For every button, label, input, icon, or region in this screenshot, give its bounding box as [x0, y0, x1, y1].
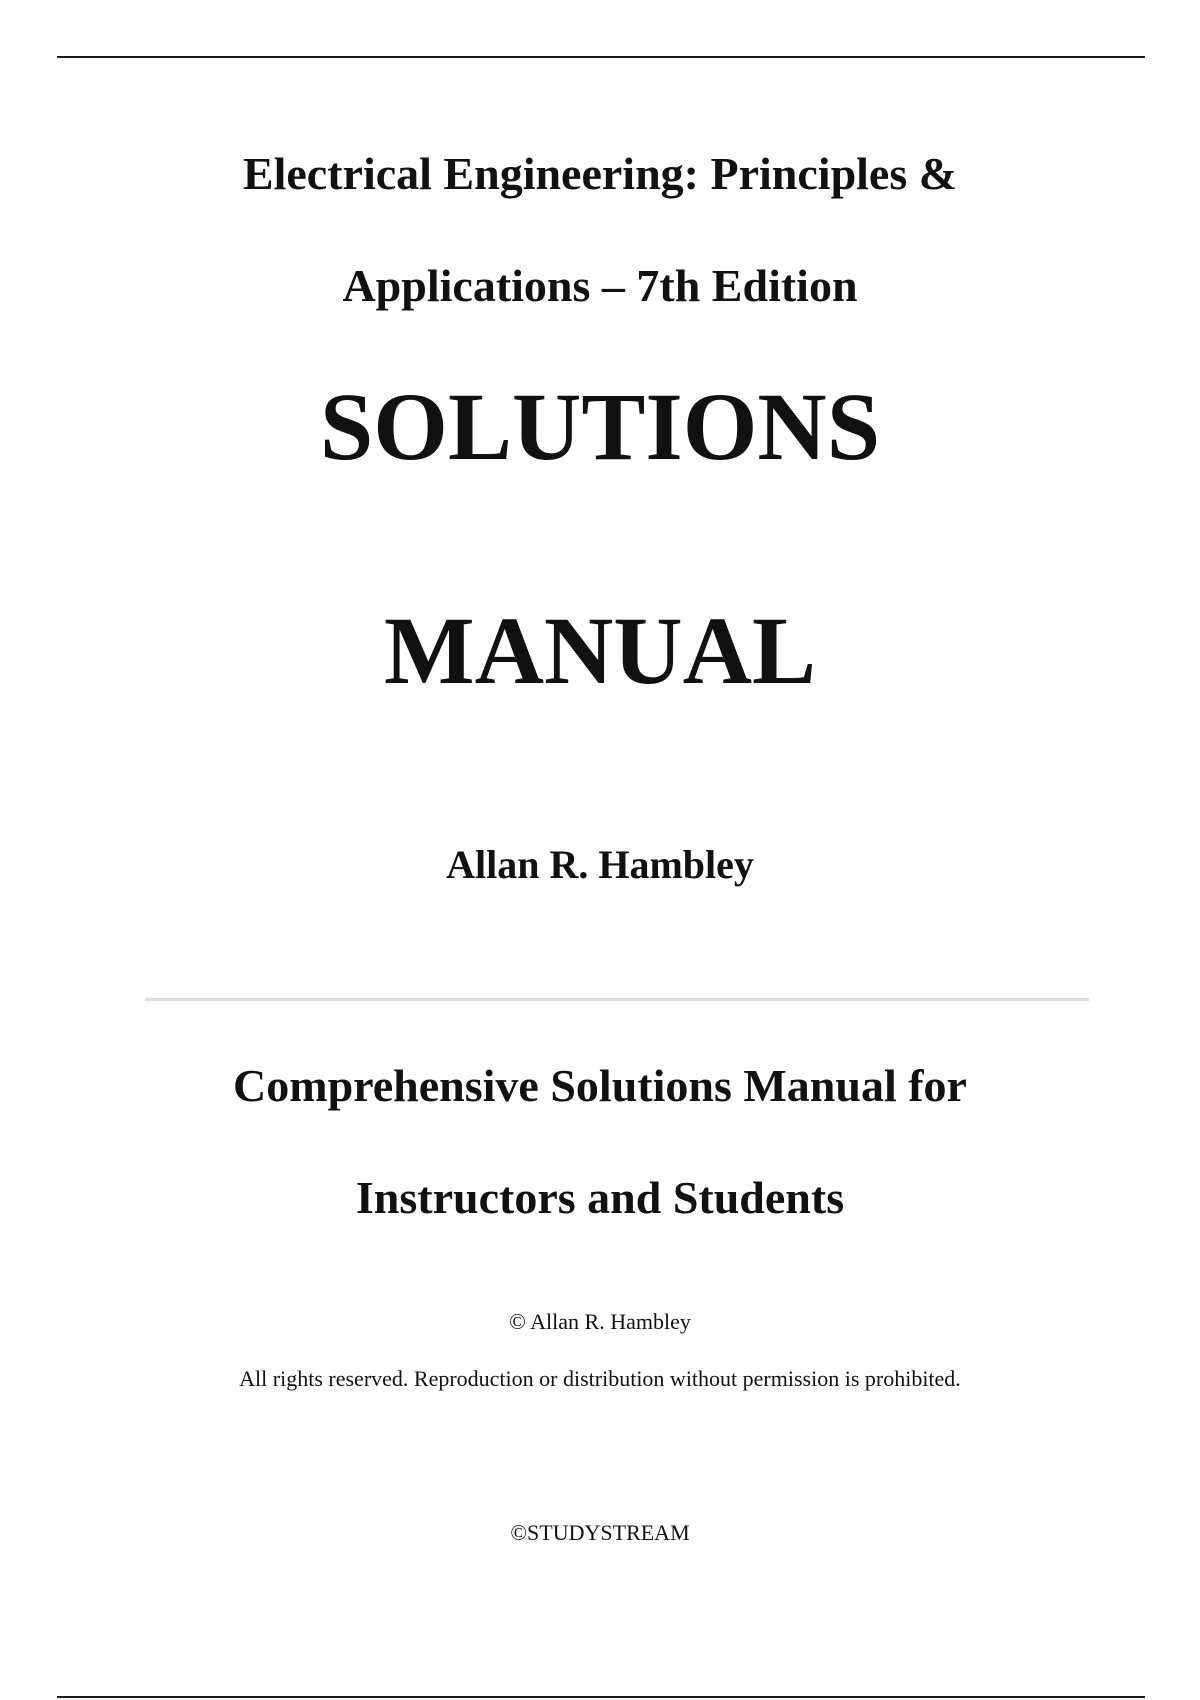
heading-manual: MANUAL [384, 597, 816, 704]
section-divider [145, 998, 1089, 1001]
top-rule [57, 56, 1145, 58]
book-title-line-2: Applications – 7th Edition [342, 260, 858, 311]
subtitle-line-1: Comprehensive Solutions Manual for [233, 1060, 967, 1111]
book-title-line-1: Electrical Engineering: Principles & [242, 148, 958, 199]
copyright-notice: © Allan R. Hambley [509, 1309, 691, 1334]
bottom-rule [57, 1696, 1145, 1698]
heading-solutions: SOLUTIONS [319, 373, 881, 480]
subtitle-line-2: Instructors and Students [355, 1172, 845, 1223]
rights-notice: All rights reserved. Reproduction or distribution without permission is prohibited. [239, 1366, 961, 1391]
watermark-stamp: ©STUDYSTREAM [510, 1520, 690, 1545]
author-name: Allan R. Hambley [446, 842, 754, 887]
